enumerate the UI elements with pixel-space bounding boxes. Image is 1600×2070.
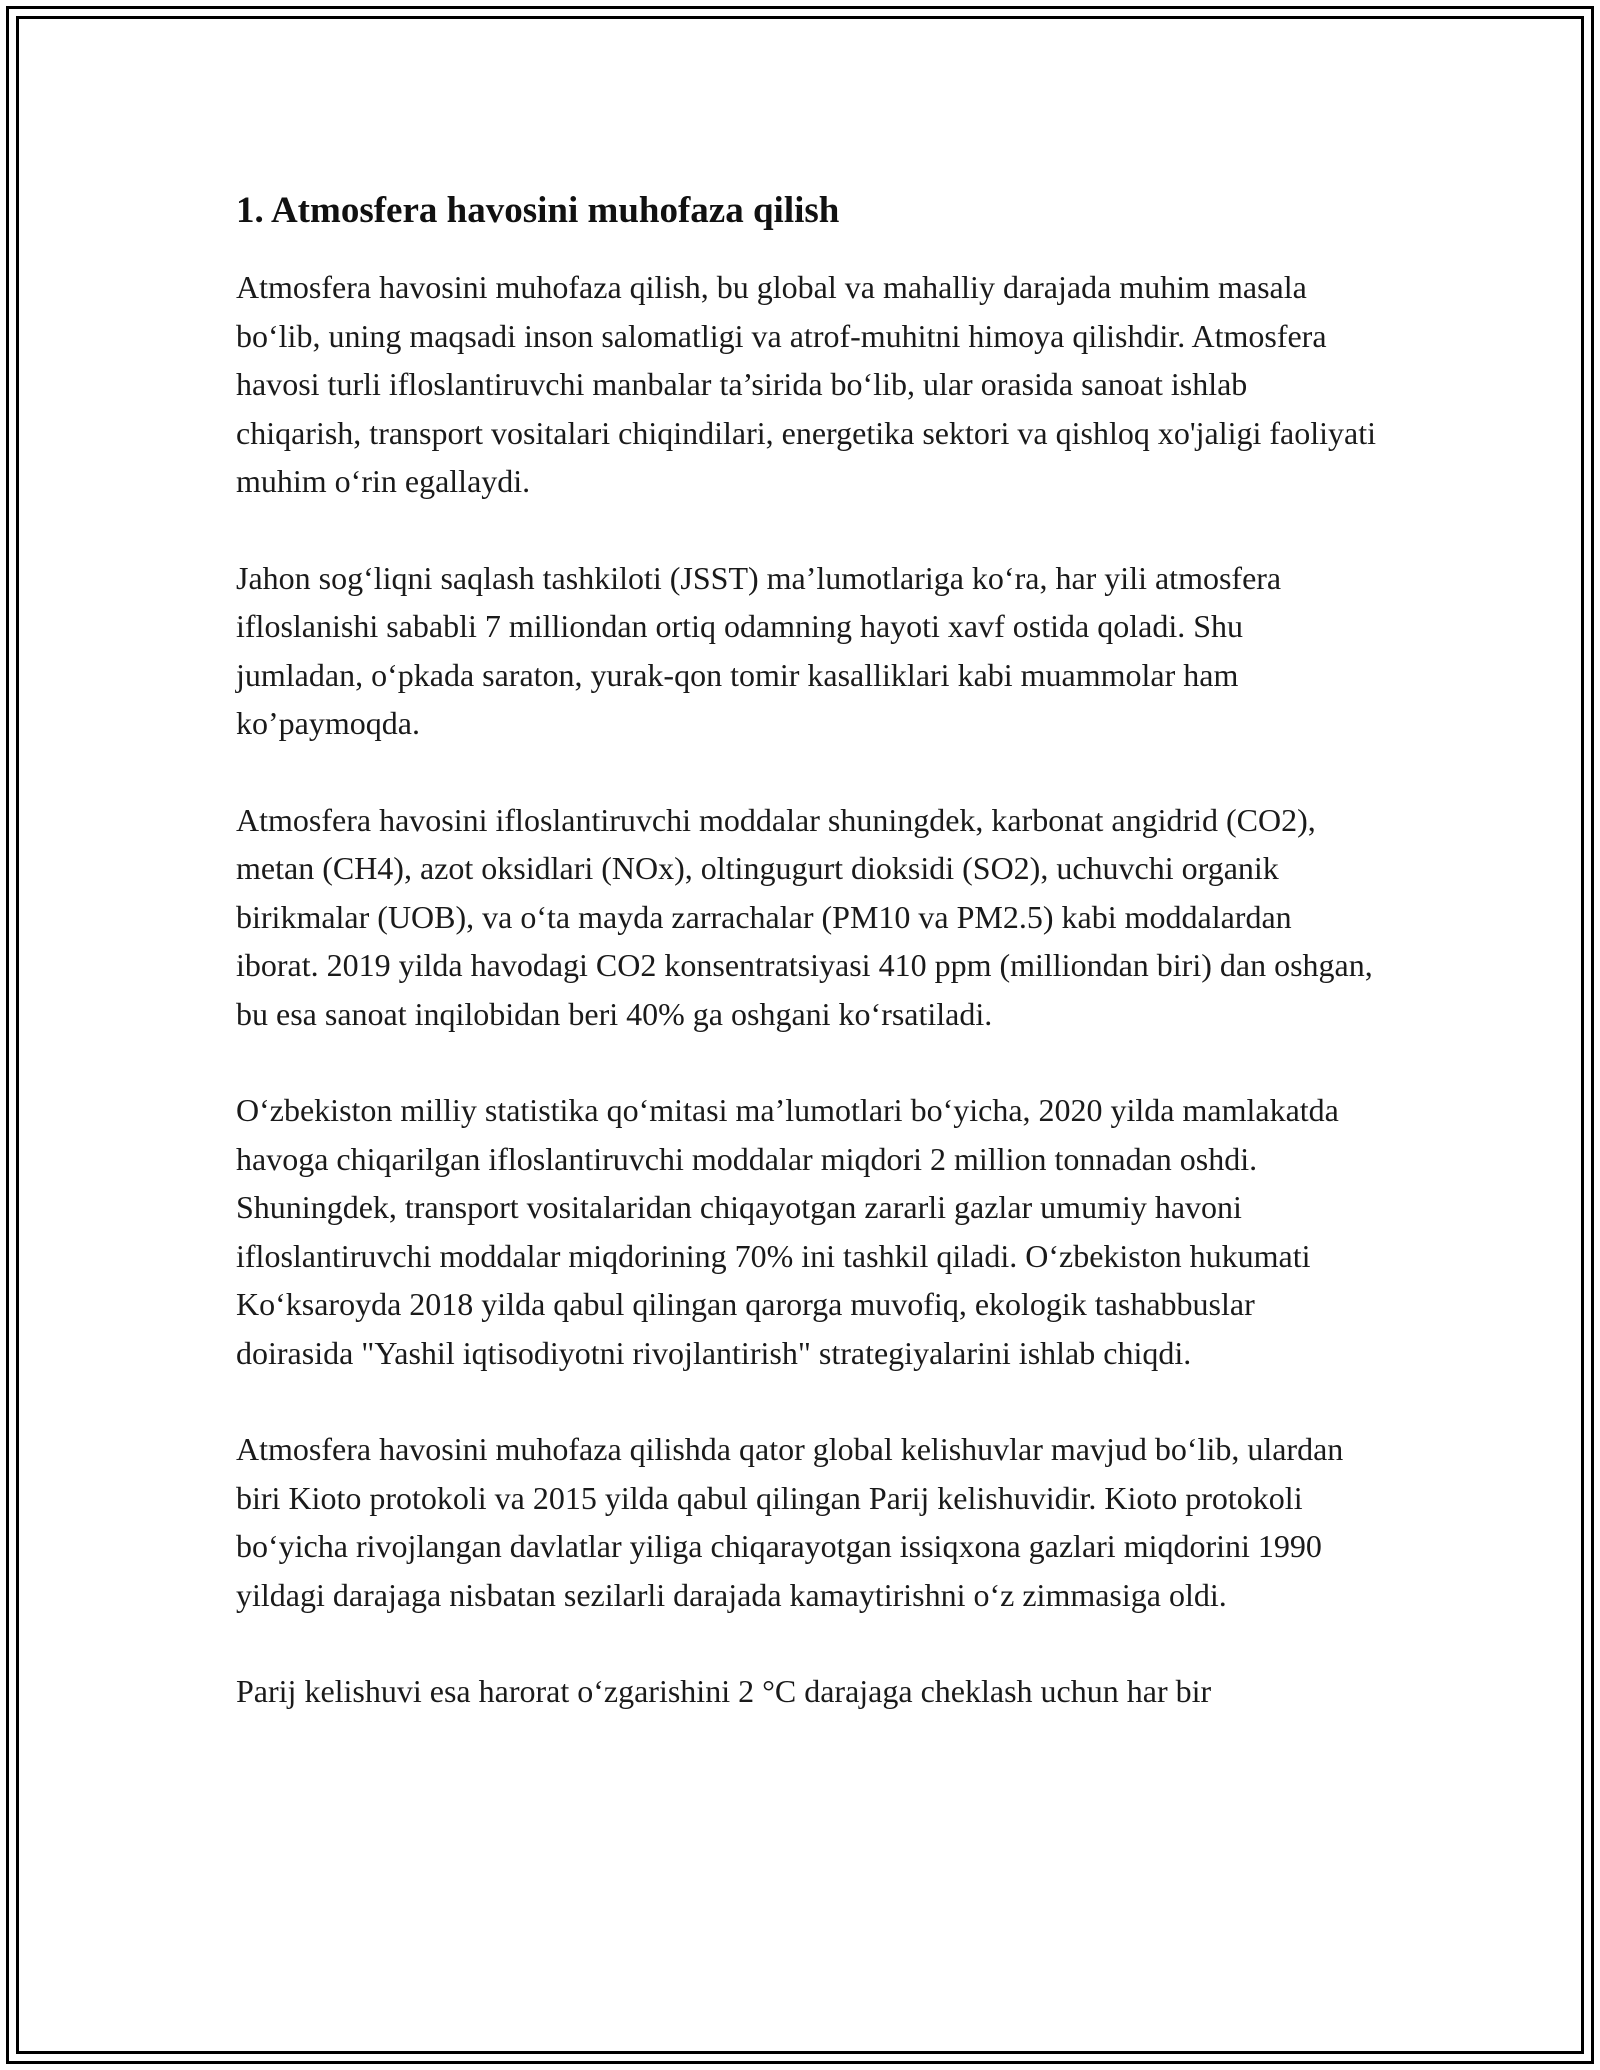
paragraph-4: O‘zbekiston milliy statistika qo‘mitasi ma’lumotlari bo‘yicha, 2020 yilda mamlakatda havoga chiqarilgan ifloslantiruvchi moddalar miqdori 2 million tonnadan oshdi. Shuningdek, transport vositalaridan chiqayotgan zararli gazlar umumiy havoni ifloslantiruvchi moddalar miqdorining 70% ini tashkil qiladi. O‘zbekiston hukumati Ko‘ksaroyda 2018 yilda qabul qilingan qarorga muvofiq, ekologik tashabbuslar doirasida "Yashil iqtisodiyotni rivojlantirish" strategiyalarini ishlab chiqdi. xyxy=(236,1092,1339,1371)
document-body xyxy=(236,185,1376,1764)
paragraph-6: Parij kelishuvi esa harorat o‘zgarishini 2 °C darajaga cheklash uchun har bir xyxy=(236,1673,1212,1709)
paragraph-5: Atmosfera havosini muhofaza qilishda qator global kelishuvlar mavjud bo‘lib, ulardan biri Kioto protokoli va 2015 yilda qabul qilingan Parij kelishuvidir. Kioto protokoli bo‘yicha rivojlangan davlatlar yiliga chiqarayotgan issiqxona gazlari miqdorini 1990 yildagi darajaga nisbatan sezilarli darajada kamaytirishni o‘z zimmasiga oldi. xyxy=(236,1431,1344,1613)
paragraph-3: Atmosfera havosini ifloslantiruvchi moddalar shuningdek, karbonat angidrid (CO2), metan (CH4), azot oksidlari (NOx), oltingugurt dioksidi (SO2), uchuvchi organik birikmalar (UOB), va o‘ta mayda zarrachalar (PM10 va PM2.5) kabi moddalardan iborat. 2019 yilda havodagi CO2 konsentratsiyasi 410 ppm (milliondan biri) dan oshgan, bu esa sanoat inqilobidan beri 40% ga oshgani ko‘rsatiladi. xyxy=(236,801,1373,1032)
section-heading: 1. Atmosfera havosini muhofaza qilish xyxy=(236,190,840,231)
paragraph-1: Atmosfera havosini muhofaza qilish, bu global va mahalliy darajada muhim masala bo‘lib, uning maqsadi inson salomatligi va atrof-muhitni himoya qilishdir. Atmosfera havosi turli ifloslantiruvchi manbalar ta’sirida bo‘lib, ular orasida sanoat ishlab chiqarish, transport vositalari chiqindilari, energetika sektori va qishloq xo'jaligi faoliyati muhim o‘rin egallaydi. xyxy=(236,269,1376,499)
paragraph-2: Jahon sog‘liqni saqlash tashkiloti (JSST) ma’lumotlariga ko‘ra, har yili atmosfera ifloslanishi sababli 7 milliondan ortiq odamning hayoti xavf ostida qoladi. Shu jumladan, o‘pkada saraton, yurak-qon tomir kasalliklari kabi muammolar ham ko’paymoqda. xyxy=(236,559,1282,741)
